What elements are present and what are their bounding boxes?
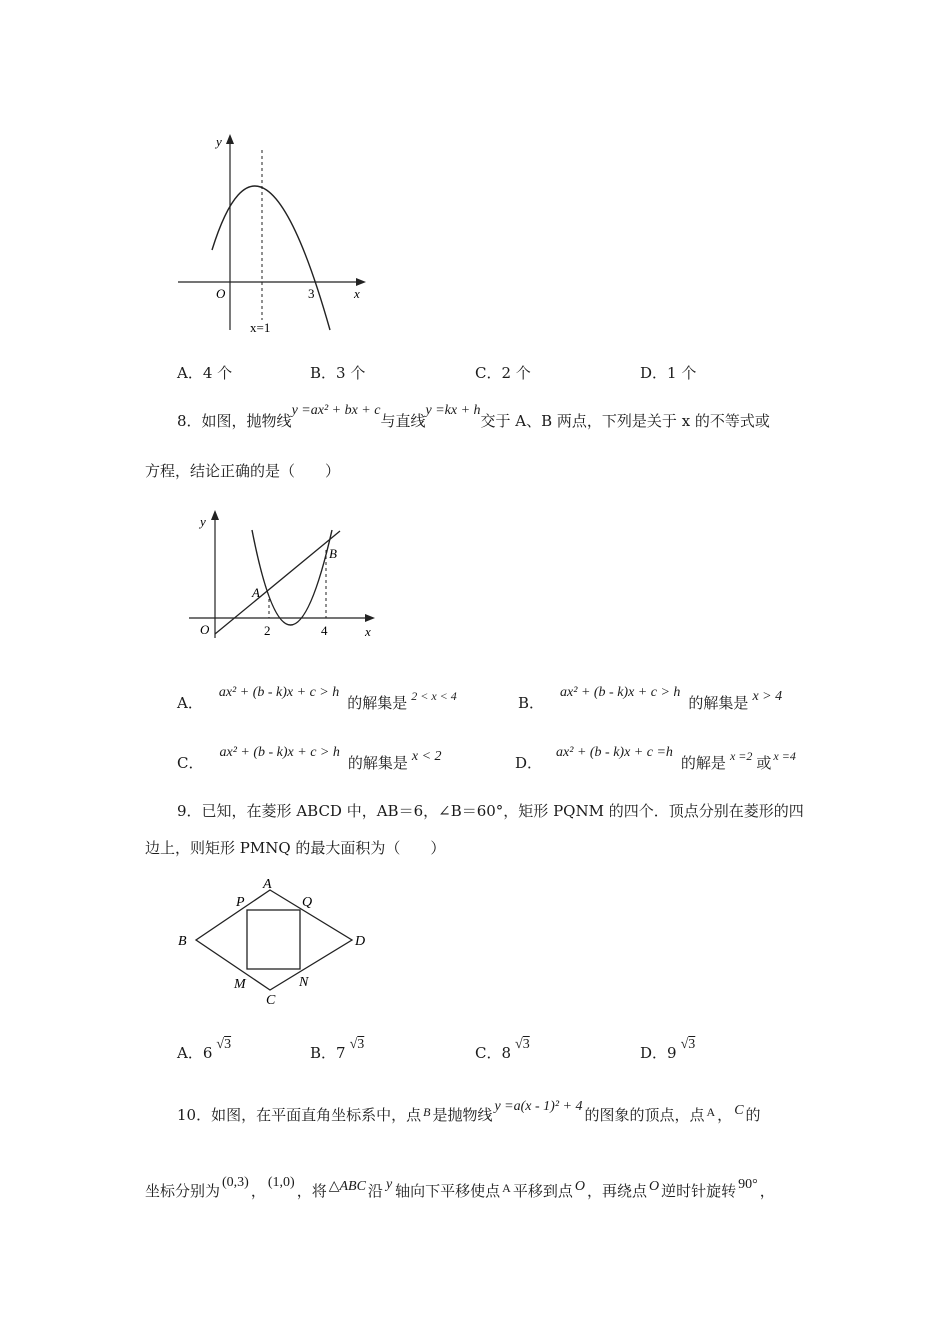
label-q: Q xyxy=(302,895,313,910)
q8-option-c: C．ax² + (b - k)x + c > h的解集是 x < 2 xyxy=(177,745,442,772)
q8-line2: 方程，结论正确的是（ ） xyxy=(145,462,341,480)
label-m: M xyxy=(234,977,246,992)
q8-option-d: D．ax² + (b - k)x + c =h的解是 $^{x =2}$ 或 $^{x =4}$ xyxy=(515,745,796,772)
q10-line2: 坐标分别为 (0,3) ， (1,0) ，将 △ABC 沿 y 轴向下平移使点 $^A$ 平移到点 O ，再绕点 O 逆时针旋转 90° ， xyxy=(145,1175,775,1200)
label-p: P xyxy=(236,895,245,910)
x-axis-arrow xyxy=(365,614,375,622)
q9-option-c: C．8 √3 xyxy=(475,1037,530,1062)
label-b: B xyxy=(178,934,187,949)
y-axis-arrow xyxy=(226,134,234,144)
q7-option-c: C．2 个 xyxy=(475,364,531,382)
q10-line1: 10．如图，在平面直角坐标系中，点 $^B$ 是抛物线 y =a(x - 1)² + 4 的图象的顶点，点 $^A$ ， C 的 xyxy=(177,1099,761,1124)
axis-note: x=1 xyxy=(250,320,271,335)
x-axis-arrow xyxy=(356,278,366,286)
q8-line1: 8．如图，抛物线y =ax² + bx + c与直线y =kx + h交于 A、B 两点，下列是关于 x 的不等式或 xyxy=(177,403,770,430)
q9-option-b: B．7 √3 xyxy=(310,1037,365,1062)
y-label: y xyxy=(216,134,222,149)
tick-2-label: 2 xyxy=(264,623,271,638)
label-a: A xyxy=(263,877,272,892)
q8-option-a: A．ax² + (b - k)x + c > h的解集是 $^{2 < x < 4}$ xyxy=(177,685,457,712)
label-d: D xyxy=(355,934,366,949)
graph-parabola-1 xyxy=(170,130,370,340)
parabola-curve xyxy=(252,530,332,625)
tick-3-label: 3 xyxy=(308,286,315,301)
q9-option-d: D．9 √3 xyxy=(640,1037,696,1062)
label-n: N xyxy=(299,975,309,990)
x-label: x xyxy=(354,286,360,301)
q9-line2: 边上，则矩形 PMNQ 的最大面积为（ ） xyxy=(145,839,446,857)
x-label: x xyxy=(365,624,371,639)
origin-label: O xyxy=(200,622,210,637)
q7-option-d: D．1 个 xyxy=(640,364,697,382)
q7-option-b: B．3 个 xyxy=(310,364,366,382)
y-label: y xyxy=(200,514,206,529)
y-axis-arrow xyxy=(211,510,219,520)
point-a-label: A xyxy=(252,585,260,600)
rectangle-pqnm xyxy=(247,910,300,969)
point-b-label: B xyxy=(329,546,337,561)
q8-option-b: B．ax² + (b - k)x + c > h的解集是 x > 4 xyxy=(518,685,783,712)
q9-line1: 9．已知，在菱形 ABCD 中，AB＝6，∠B＝60°，矩形 PQNM 的四个．顶点分别在菱形的四 xyxy=(177,802,804,820)
graph-parabola-line xyxy=(185,508,380,643)
rhombus-abcd xyxy=(196,890,352,990)
q9-option-a: A．6 √3 xyxy=(177,1037,232,1062)
tick-4-label: 4 xyxy=(321,623,328,638)
origin-label: O xyxy=(216,286,226,301)
figure-rhombus xyxy=(172,872,372,1012)
q7-option-a: A．4 个 xyxy=(177,364,233,382)
label-c: C xyxy=(266,993,276,1008)
